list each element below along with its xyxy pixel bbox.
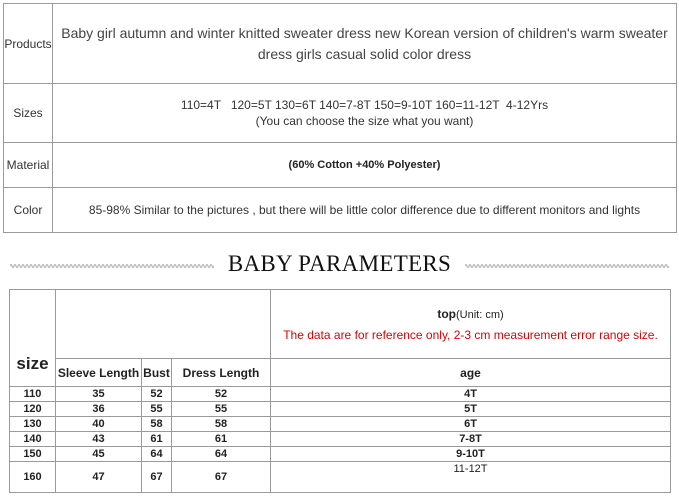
size-cell: 150: [10, 447, 56, 462]
color-row: [4, 188, 677, 233]
age-cell: 4T: [271, 387, 671, 402]
products-row: [4, 4, 677, 84]
bust-cell: 52: [142, 387, 172, 402]
col-header-age: age: [271, 359, 671, 387]
size-cell: 140: [10, 432, 56, 447]
age-cell: 7-8T: [271, 432, 671, 447]
bust-cell: 61: [142, 432, 172, 447]
col-header-dress: Dress Length: [172, 359, 271, 387]
color-label: Color: [4, 188, 53, 233]
table-row: [10, 417, 671, 432]
products-value: Baby girl autumn and winter knitted sweater dress new Korean version of children's warm sweater dress girls casual solid color dress: [53, 4, 677, 84]
dress-cell: 64: [172, 447, 271, 462]
table-row: [10, 447, 671, 462]
sizes-line-1: 110=4T 120=5T 130=6T 140=7-8T 150=9-10T 160=11-12T 4-12Yrs: [180, 98, 549, 112]
age-cell: 11-12T: [271, 462, 671, 493]
dress-cell: 55: [172, 402, 271, 417]
top-unit: (Unit: cm): [456, 308, 504, 321]
wave-divider-left: [10, 263, 214, 269]
products-label: Products: [4, 4, 53, 84]
dress-cell: 67: [172, 462, 271, 493]
dress-cell: 58: [172, 417, 271, 432]
table-row: [10, 387, 671, 402]
table-row: [10, 402, 671, 417]
sizes-line-2: (You can choose the size what you want): [255, 114, 474, 128]
size-cell: 160: [10, 462, 56, 493]
bust-cell: 55: [142, 402, 172, 417]
color-value: 85-98% Similar to the pictures , but there will be little color difference due to different monitors and lights: [53, 188, 677, 233]
product-info-table: [3, 3, 677, 233]
size-header: size: [10, 290, 56, 387]
bust-cell: 64: [142, 447, 172, 462]
bust-cell: 67: [142, 462, 172, 493]
dress-cell: 52: [172, 387, 271, 402]
material-row: [4, 143, 677, 188]
sizes-row: [4, 84, 677, 143]
age-cell: 9-10T: [271, 447, 671, 462]
dress-cell: 61: [172, 432, 271, 447]
parameters-banner: [0, 246, 679, 284]
header-blank-cell: [56, 290, 271, 359]
sleeve-cell: 43: [56, 432, 142, 447]
table-row: [10, 432, 671, 447]
sleeve-cell: 40: [56, 417, 142, 432]
sizes-label: Sizes: [4, 84, 53, 143]
size-cell: 130: [10, 417, 56, 432]
wave-divider-right: [465, 263, 669, 269]
col-header-sleeve: Sleeve Length: [56, 359, 142, 387]
sizes-value: [53, 84, 677, 143]
measurement-note: The data are for reference only, 2-3 cm measurement error range size.: [283, 327, 658, 342]
header-row-2: [10, 359, 671, 387]
size-cell: 120: [10, 402, 56, 417]
top-label: top: [437, 306, 456, 321]
header-row-1: [10, 290, 671, 359]
sleeve-cell: 35: [56, 387, 142, 402]
banner-title: BABY PARAMETERS: [227, 251, 452, 276]
sleeve-cell: 47: [56, 462, 142, 493]
age-cell: 5T: [271, 402, 671, 417]
parameters-table: [9, 289, 671, 493]
size-cell: 110: [10, 387, 56, 402]
table-row: [10, 462, 671, 493]
material-value: (60% Cotton +40% Polyester): [53, 143, 677, 188]
sleeve-cell: 45: [56, 447, 142, 462]
age-cell: 6T: [271, 417, 671, 432]
col-header-bust: Bust: [142, 359, 172, 387]
material-label: Material: [4, 143, 53, 188]
bust-cell: 58: [142, 417, 172, 432]
top-header: [271, 290, 671, 359]
sleeve-cell: 36: [56, 402, 142, 417]
